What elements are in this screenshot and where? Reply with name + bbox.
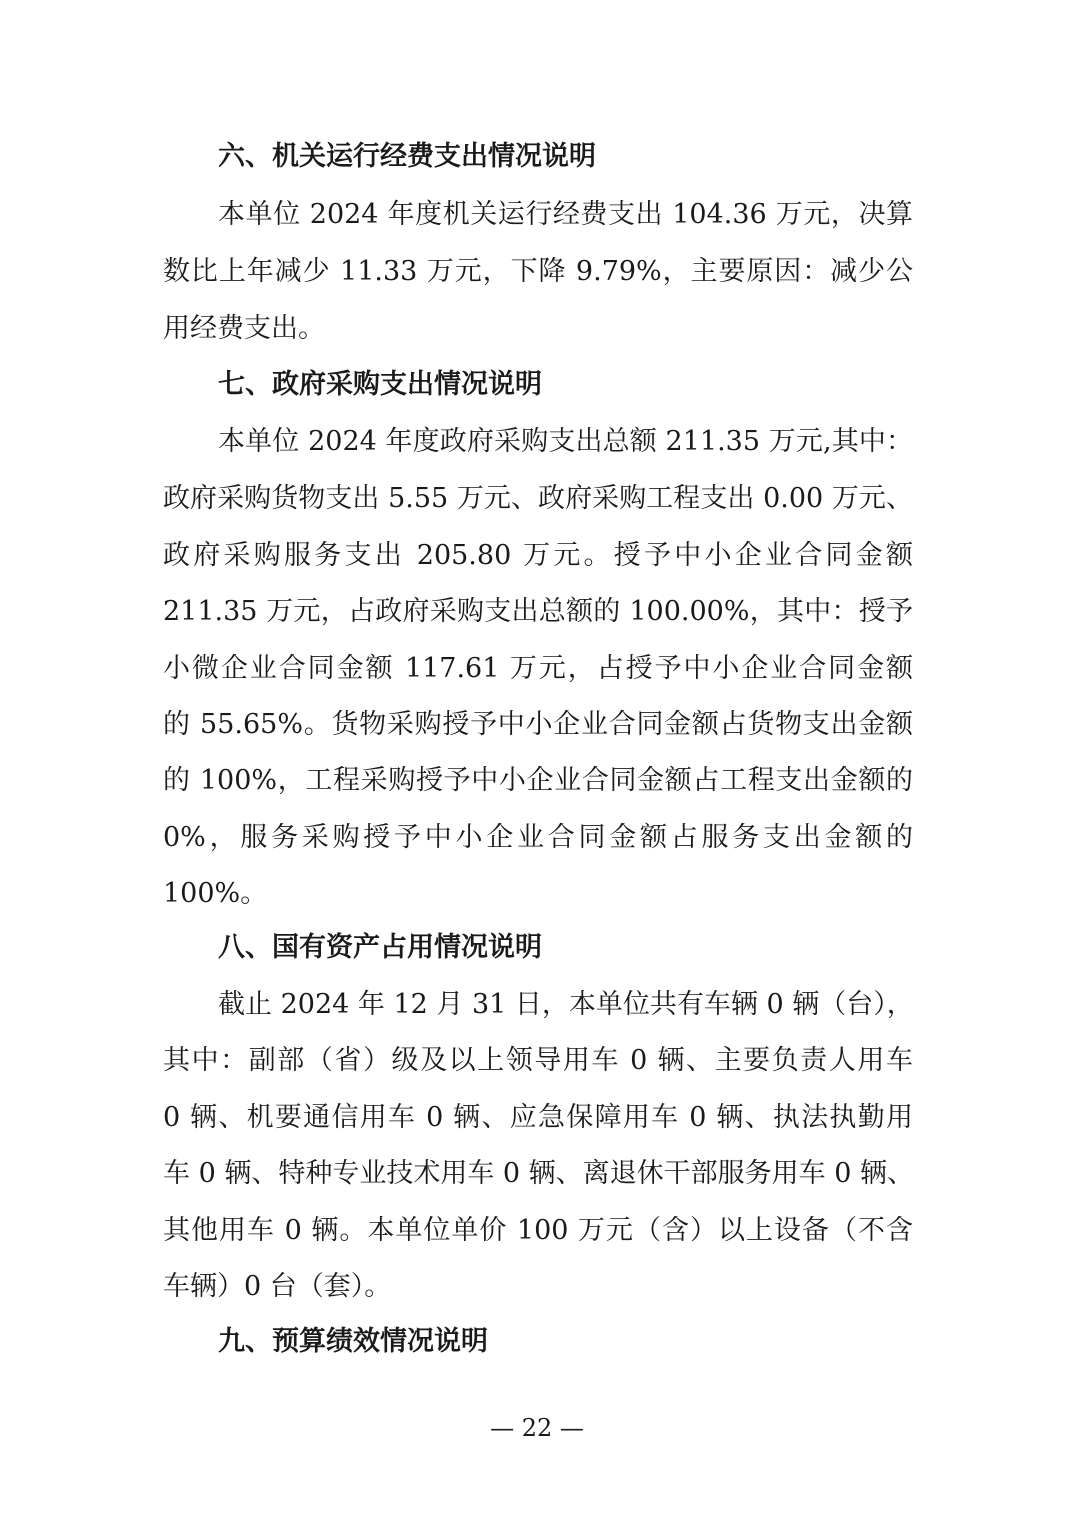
section-8-line-2: 其中：副部（省）级及以上领导用车 0 辆、主要负责人用车 <box>163 1045 913 1076</box>
section-6-line-3: 用经费支出。 <box>163 313 325 344</box>
section-8-line-1: 截止 2024 年 12 月 31 日，本单位共有车辆 0 辆（台）， <box>218 989 914 1020</box>
section-9-heading: 九、预算绩效情况说明 <box>218 1326 488 1357</box>
section-8-line-4: 车 0 辆、特种专业技术用车 0 辆、离退休干部服务用车 0 辆、 <box>163 1158 915 1189</box>
section-8-line-3: 0 辆、机要通信用车 0 辆、应急保障用车 0 辆、执法执勤用 <box>163 1102 913 1133</box>
section-7-line-1: 本单位 2024 年度政府采购支出总额 211.35 万元,其中： <box>218 426 913 457</box>
section-8-heading: 八、国有资产占用情况说明 <box>218 932 542 963</box>
page-number: — 22 — <box>490 1414 584 1442</box>
section-7-line-9: 100%。 <box>163 878 268 909</box>
section-6-line-2: 数比上年减少 11.33 万元，下降 9.79%，主要原因：减少公 <box>163 256 913 287</box>
section-8-line-5: 其他用车 0 辆。本单位单价 100 万元（含）以上设备（不含 <box>163 1215 913 1246</box>
section-8-line-6: 车辆）0 台（套）。 <box>163 1271 392 1302</box>
section-7-heading: 七、政府采购支出情况说明 <box>218 369 542 400</box>
section-7-line-6: 的 55.65%。货物采购授予中小企业合同金额占货物支出金额 <box>163 709 913 740</box>
section-7-line-3: 政府采购服务支出 205.80 万元。授予中小企业合同金额 <box>163 540 913 571</box>
section-6-line-1: 本单位 2024 年度机关运行经费支出 104.36 万元，决算 <box>218 199 913 230</box>
section-7-line-5: 小微企业合同金额 117.61 万元，占授予中小企业合同金额 <box>163 653 913 684</box>
section-7-line-8: 0%，服务采购授予中小企业合同金额占服务支出金额的 <box>163 822 913 853</box>
section-7-line-2: 政府采购货物支出 5.55 万元、政府采购工程支出 0.00 万元、 <box>163 483 913 514</box>
section-6-heading: 六、机关运行经费支出情况说明 <box>218 141 596 172</box>
section-7-line-7: 的 100%，工程采购授予中小企业合同金额占工程支出金额的 <box>163 765 913 796</box>
section-7-line-4: 211.35 万元，占政府采购支出总额的 100.00%，其中：授予 <box>163 596 913 627</box>
